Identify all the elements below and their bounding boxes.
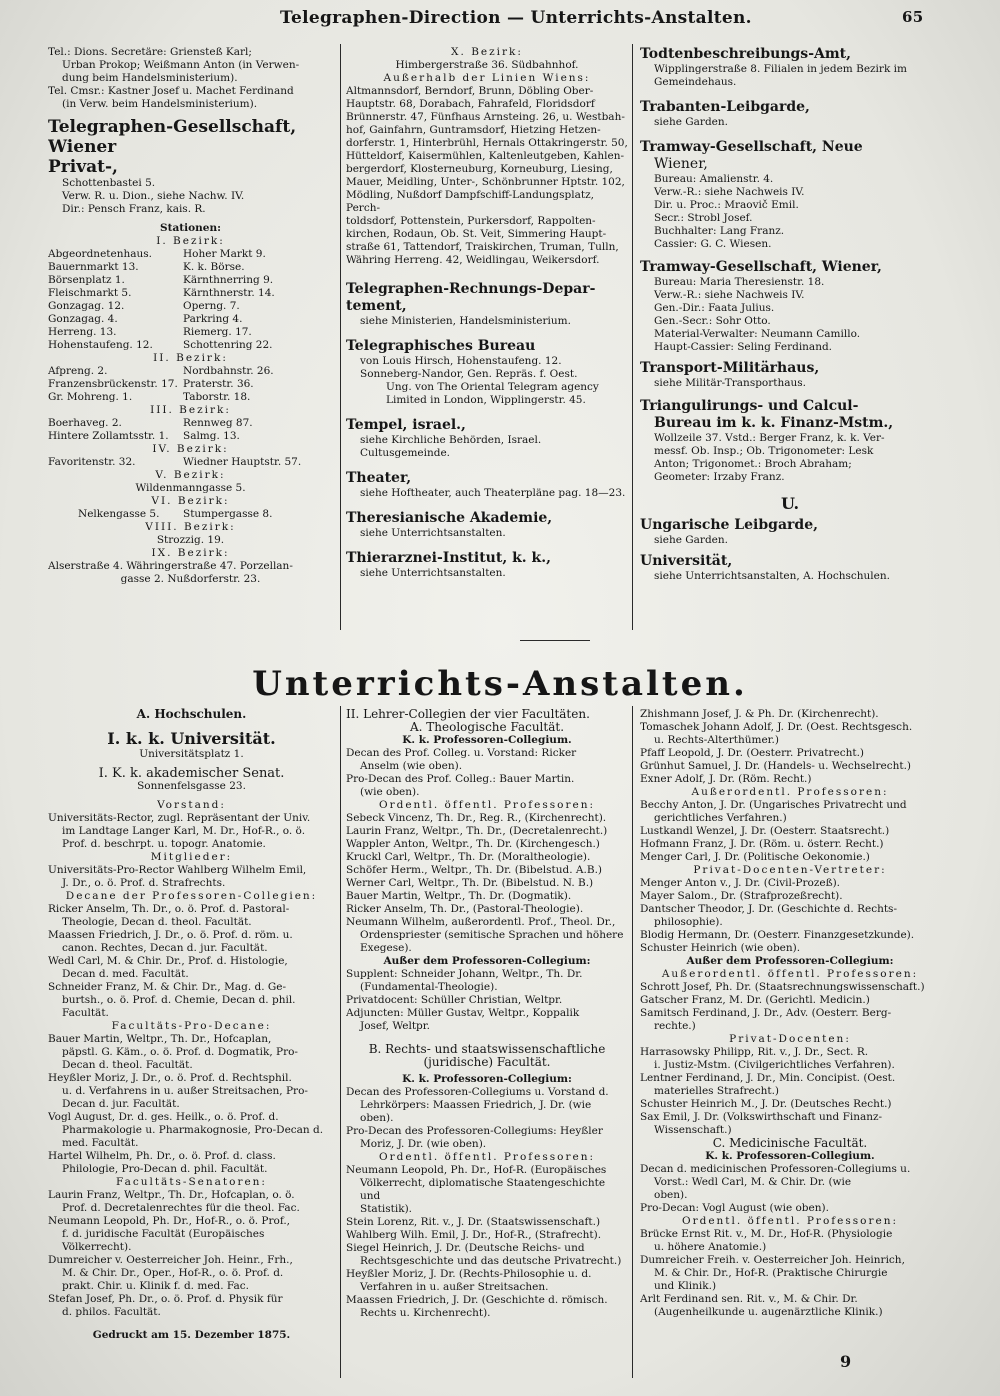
text-line: kirchen, Rodaun, Ob. St. Veit, Simmering Haupt-	[346, 228, 607, 240]
text-line: Hauptstr. 68, Dorabach, Fahrafeld, Floridsdorf	[346, 98, 595, 110]
text-line: Werner Carl, Weltpr., Th. Dr. (Bibelstud. N. B.)	[346, 877, 594, 889]
entry-heading: Trabanten-Leibgarde,	[640, 99, 810, 115]
section-title: Unterrichts-Anstalten.	[252, 664, 748, 704]
text-line: dung beim Handelsministerium).	[62, 72, 238, 84]
text-line: Ung. von The Oriental Telegram agency	[386, 381, 599, 393]
text-line: u. d. Verfahrens in u. außer Streitsachen, Pro-	[62, 1085, 308, 1097]
station: Abgeordnetenhaus.	[48, 248, 152, 260]
text-line: Siegel Heinrich, J. Dr. (Deutsche Reichs- und	[346, 1242, 585, 1254]
text-line: Schneider Franz, M. & Chir. Dr., Mag. d. Ge-	[48, 981, 287, 993]
group-label: Außer dem Professoren-Collegium:	[686, 955, 894, 967]
text-line: Philologie, Pro-Decan d. phil. Facultät.	[62, 1163, 268, 1175]
entry-heading: Privat-,	[48, 157, 118, 177]
text-line: Gemeindehaus.	[654, 76, 737, 88]
letter-heading: U.	[780, 494, 800, 513]
text-line: Pfaff Leopold, J. Dr. (Oesterr. Privatrecht.)	[640, 747, 865, 759]
text-line: Verw.-R.: siehe Nachweis IV.	[654, 289, 805, 301]
text-line: Universitäts-Rector, zugl. Repräsentant der Univ.	[48, 812, 311, 824]
text-line: rechte.)	[654, 1020, 696, 1032]
text-line: Mauer, Meidling, Unter-, Schönbrunner Hptstr. 102,	[346, 176, 625, 188]
text-line: Wissenschaft.)	[654, 1124, 732, 1136]
station: Nordbahnstr. 26.	[183, 365, 274, 377]
group-label: Außerordentl. Professoren:	[691, 786, 889, 798]
district-label: X. Bezirk:	[451, 46, 523, 58]
group-label: Privat-Docenten:	[729, 1033, 851, 1045]
text-line: Lustkandl Wenzel, J. Dr. (Oesterr. Staatsrecht.)	[640, 825, 890, 837]
text-line: Decan d. jur. Facultät.	[62, 1098, 180, 1110]
text-line: Prof. d. beschrpt. u. topogr. Anatomie.	[62, 838, 266, 850]
text-line: Kruckl Carl, Weltpr., Th. Dr. (Moraltheologie).	[346, 851, 591, 863]
district-label: IX. Bezirk:	[151, 547, 230, 559]
text-line: Laurin Franz, Weltpr., Th. Dr., Hofcaplan, o. ö.	[48, 1189, 295, 1201]
entry-heading: Theresianische Akademie,	[346, 510, 553, 526]
column-middle-bottom	[346, 708, 628, 1378]
text-line: Urban Prokop; Weißmann Anton (in Verwen-	[62, 59, 300, 71]
text-line: Hütteldorf, Kaisermühlen, Kaltenleutgeben, Kahlen-	[346, 150, 625, 162]
group-label: K. k. Professoren-Collegium.	[705, 1150, 875, 1162]
text-line: Exegese).	[360, 942, 412, 954]
group-label: Ordentl. öffentl. Professoren:	[681, 1215, 899, 1227]
text-line: Pharmakologie u. Pharmakognosie, Pro-Decan d.	[62, 1124, 324, 1136]
text-line: Gen.-Dir.: Faata Julius.	[654, 302, 775, 314]
station: Operng. 7.	[183, 300, 240, 312]
station: Rennweg 87.	[183, 417, 253, 429]
section-label: Stationen:	[160, 222, 221, 234]
entry-heading: Transport-Militärhaus,	[640, 360, 820, 376]
text-line: siehe Unterrichtsanstalten.	[360, 527, 506, 539]
text-line: Wollzeile 37. Vstd.: Berger Franz, k. k. Ver-	[654, 432, 885, 444]
column-rule	[340, 44, 341, 630]
text-line: med. Facultät.	[62, 1137, 139, 1149]
text-line: Rechts u. Kirchenrecht).	[360, 1307, 491, 1319]
subsection-heading: I. K. k. akademischer Senat.	[98, 766, 285, 781]
station: Boerhaveg. 2.	[48, 417, 122, 429]
entry-heading: Triangulirungs- und Calcul-	[640, 398, 859, 414]
text-line: Brücke Ernst Rit. v., M. Dr., Hof-R. (Physiologie	[640, 1228, 893, 1240]
district-label: Außerhalb der Linien Wiens:	[383, 72, 591, 84]
text-line: straße 61, Tattendorf, Traiskirchen, Truman, Tulln,	[346, 241, 619, 253]
text-line: Statistik).	[360, 1203, 413, 1215]
text-line: u. höhere Anatomie.)	[654, 1241, 767, 1253]
text-line: bergerdorf, Klosterneuburg, Korneuburg, Liesing,	[346, 163, 613, 175]
text-line: Bauer Martin, Weltpr., Th. Dr. (Dogmatik).	[346, 890, 572, 902]
subsection-heading: A. Theologische Facultät.	[409, 720, 565, 734]
station: gasse 2. Nußdorferstr. 23.	[120, 573, 261, 585]
station: Gonzagag. 4.	[48, 313, 118, 325]
district-label: IV. Bezirk:	[152, 443, 229, 455]
text-line: Mödling, Nußdorf Dampfschiff-Landungsplatz, Perch-	[346, 189, 594, 214]
entry-heading: Tramway-Gesellschaft, Wiener,	[640, 259, 882, 275]
station: Salmg. 13.	[183, 430, 240, 442]
text-line: Wedl Carl, M. & Chir. Dr., Prof. d. Histologie,	[48, 955, 288, 967]
text-line: Material-Verwalter: Neumann Camillo.	[654, 328, 861, 340]
station: Hohenstaufeng. 12.	[48, 339, 153, 351]
text-line: Bureau: Amalienstr. 4.	[654, 173, 774, 185]
text-line: Maassen Friedrich, J. Dr., o. ö. Prof. d. röm. u.	[48, 929, 293, 941]
text-line: und Klinik.)	[654, 1280, 717, 1292]
text-line: Verw.-R.: siehe Nachweis IV.	[654, 186, 805, 198]
group-label: Vorstand:	[157, 799, 226, 811]
entry-heading: Universität,	[640, 553, 733, 569]
text-line: messf. Ob. Insp.; Ob. Trigonometer: Lesk	[654, 445, 874, 457]
entry-heading: Bureau im k. k. Finanz-Mstm.,	[654, 415, 894, 431]
group-label: Ordentl. öffentl. Professoren:	[378, 799, 596, 811]
station: Hintere Zollamtsstr. 1.	[48, 430, 169, 442]
text-line: Adjuncten: Müller Gustav, Weltpr., Koppalik	[346, 1007, 580, 1019]
group-label: Privat-Docenten-Vertreter:	[693, 864, 887, 876]
station: K. k. Börse.	[183, 261, 245, 273]
text-line: Moriz, J. Dr. (wie oben).	[360, 1138, 487, 1150]
text-line: (Fundamental-Theologie).	[360, 981, 498, 993]
text-line: Laurin Franz, Weltpr., Th. Dr., (Decretalenrecht.)	[346, 825, 608, 837]
district-label: I. Bezirk:	[156, 235, 225, 247]
text-line: Brünnerstr. 47, Fünfhaus Arnsteing. 26, u. Westbah-	[346, 111, 625, 123]
station: Wildenmanngasse 5.	[135, 482, 246, 494]
subsection-heading: II. Lehrer-Collegien der vier Facultäten.	[346, 708, 590, 721]
text-line: i. Justiz-Mstm. (Civilgerichtliches Verfahren).	[654, 1059, 895, 1071]
text-line: Schuster Heinrich (wie oben).	[640, 942, 801, 954]
text-line: d. philos. Facultät.	[62, 1306, 161, 1318]
text-line: siehe Militär-Transporthaus.	[654, 377, 806, 389]
text-line: Decan des Prof. Colleg. u. Vorstand: Ricker	[346, 747, 577, 759]
text-line: Blodig Hermann, Dr. (Oesterr. Finanzgesetzkunde).	[640, 929, 915, 941]
text-line: Exner Adolf, J. Dr. (Röm. Recht.)	[640, 773, 812, 785]
text-line: hof, Gainfahrn, Guntramsdorf, Hietzing Hetzen-	[346, 124, 601, 136]
station: Wiedner Hauptstr. 57.	[183, 456, 302, 468]
text-line: oben).	[360, 1112, 394, 1124]
column-middle-top	[346, 46, 628, 631]
text-line: Cassier: G. C. Wiesen.	[654, 238, 772, 250]
text-line: Pro-Decan: Vogl August (wie oben).	[640, 1202, 829, 1214]
column-right-bottom	[640, 708, 940, 1378]
group-label: K. k. Professoren-Collegium.	[402, 734, 572, 746]
text-line: Rechtsgeschichte und das deutsche Privatrecht.)	[360, 1255, 622, 1267]
text-line: Tel. Cmsr.: Kastner Josef u. Machet Ferdinand	[48, 85, 294, 97]
column-right-top	[640, 46, 940, 631]
subsection-heading: A. Hochschulen.	[136, 708, 247, 721]
text-line: Secr.: Strobl Josef.	[654, 212, 753, 224]
page-number: 65	[902, 8, 924, 26]
text-line: Zhishmann Josef, J. & Ph. Dr. (Kirchenrecht).	[640, 708, 879, 720]
text-line: Decan d. med. Facultät.	[62, 968, 189, 980]
text-line: Decan d. theol. Facultät.	[62, 1059, 193, 1071]
text-line: siehe Garden.	[654, 534, 728, 546]
subsection-heading: C. Medicinische Facultät.	[712, 1136, 868, 1150]
subsection-heading: (juridische) Facultät.	[423, 1055, 551, 1069]
district-label: II. Bezirk:	[153, 352, 228, 364]
station: Fleischmarkt 5.	[48, 287, 132, 299]
column-rule	[340, 706, 341, 1378]
station: Favoritenstr. 32.	[48, 456, 136, 468]
text-line: Ricker Anselm, Th. Dr., o. ö. Prof. d. Pastoral-	[48, 903, 290, 915]
text-line: Sonnenfelsgasse 23.	[137, 780, 246, 792]
text-line: Haupt-Cassier: Seling Ferdinand.	[654, 341, 833, 353]
station: Strozzig. 19.	[156, 534, 225, 546]
entry-heading: Tempel, israel.,	[346, 417, 466, 433]
entry-heading: Theater,	[346, 470, 412, 486]
text-line: Heyßler Moriz, J. Dr. (Rechts-Philosophie u. d.	[346, 1268, 592, 1280]
subsection-heading: I. k. k. Universität.	[107, 729, 276, 748]
text-line: Neumann Leopold, Ph. Dr., Hof-R. (Europäisches	[346, 1164, 607, 1176]
text-line: päpstl. G. Käm., o. ö. Prof. d. Dogmatik, Pro-	[62, 1046, 298, 1058]
text-line: Neumann Wilhelm, außerordentl. Prof., Theol. Dr.,	[346, 916, 616, 928]
signature-mark: 9	[840, 1352, 852, 1371]
station: Bauernmarkt 13.	[48, 261, 139, 273]
text-line: Universitätsplatz 1.	[139, 748, 244, 760]
text-line: Dir. u. Proc.: Mraovič Emil.	[654, 199, 799, 211]
text-line: Bauer Martin, Weltpr., Th. Dr., Hofcaplan,	[48, 1033, 272, 1045]
group-label: Facultäts-Pro-Decane:	[111, 1020, 272, 1032]
group-label: Mitglieder:	[150, 851, 233, 863]
group-label: Facultäts-Senatoren:	[116, 1176, 267, 1188]
text-line: Dumreicher v. Oesterreicher Joh. Heinr., Frh.,	[48, 1254, 293, 1266]
text-line: Universitäts-Pro-Rector Wahlberg Wilhelm Emil,	[48, 864, 307, 876]
text-line: Stefan Josef, Ph. Dr., o. ö. Prof. d. Physik für	[48, 1293, 283, 1305]
station: Herreng. 13.	[48, 326, 117, 338]
text-line: oben).	[654, 1189, 688, 1201]
station: Afpreng. 2.	[48, 365, 108, 377]
text-line: Verfahren in u. außer Streitsachen.	[360, 1281, 549, 1293]
text-line: Buchhalter: Lang Franz.	[654, 225, 785, 237]
text-line: Anselm (wie oben).	[360, 760, 463, 772]
text-line: Menger Carl, J. Dr. (Politische Oekonomie.)	[640, 851, 870, 863]
text-line: siehe Unterrichtsanstalten, A. Hochschulen.	[654, 570, 890, 582]
print-date: Gedruckt am 15. Dezember 1875.	[92, 1329, 291, 1341]
text-line: Limited in London, Wipplingerstr. 45.	[386, 394, 586, 406]
text-line: Altmannsdorf, Berndorf, Brunn, Döbling Ober-	[346, 85, 594, 97]
column-left-bottom	[48, 708, 335, 1378]
text-line: philosophie).	[654, 916, 723, 928]
entry-heading: Thierarznei-Institut, k. k.,	[346, 550, 551, 566]
text-line: Heyßler Moriz, J. Dr., o. ö. Prof. d. Rechtsphil.	[48, 1072, 292, 1084]
text-line: Ricker Anselm, Th. Dr., (Pastoral-Theologie).	[346, 903, 584, 915]
station: Riemerg. 17.	[183, 326, 252, 338]
text-line: im Landtage Langer Karl, M. Dr., Hof-R., o. ö.	[62, 825, 306, 837]
entry-heading: Wiener,	[654, 156, 708, 172]
text-line: Völkerrecht, diplomatische Staatengeschichte und	[360, 1177, 606, 1202]
text-line: Tomaschek Johann Adolf, J. Dr. (Oest. Rechtsgesch.	[640, 721, 913, 733]
station: Alserstraße 4. Währingerstraße 47. Porzellan-	[48, 560, 293, 572]
text-line: siehe Hoftheater, auch Theaterpläne pag. 18—23.	[360, 487, 626, 499]
text-line: siehe Ministerien, Handelsministerium.	[360, 315, 571, 327]
group-label: Ordentl. öffentl. Professoren:	[378, 1151, 596, 1163]
group-label: K. k. Professoren-Collegium:	[402, 1073, 572, 1085]
text-line: Pro-Decan des Professoren-Collegiums: Heyßler	[346, 1125, 603, 1137]
text-line: siehe Kirchliche Behörden, Israel. Cultusgemeinde.	[360, 434, 542, 459]
text-line: Wipplingerstraße 8. Filialen in jedem Bezirk im	[654, 63, 907, 75]
station: Gonzagag. 12.	[48, 300, 125, 312]
text-line: dorferstr. 1, Hinterbrühl, Hernals Ottakringerstr. 50,	[346, 137, 628, 149]
text-line: Becchy Anton, J. Dr. (Ungarisches Privatrecht und	[640, 799, 907, 811]
station: Schottenring 22.	[183, 339, 273, 351]
text-line: Bureau: Maria Theresienstr. 18.	[654, 276, 825, 288]
station: Börsenplatz 1.	[48, 274, 125, 286]
text-line: Lehrkörpers: Maassen Friedrich, J. Dr. (wie	[360, 1099, 592, 1111]
text-line: Gen.-Secr.: Sohr Otto.	[654, 315, 771, 327]
text-line: Währing Herreng. 42, Weidlingau, Weikersdorf.	[346, 254, 600, 266]
text-line: Hofmann Franz, J. Dr. (Röm. u. österr. Recht.)	[640, 838, 884, 850]
station: Nelkengasse 5.	[78, 508, 160, 520]
text-line: Dir.: Pensch Franz, kais. R.	[62, 203, 206, 215]
text-line: Stein Lorenz, Rit. v., J. Dr. (Staatswissenschaft.)	[346, 1216, 601, 1228]
text-line: von Louis Hirsch, Hohenstaufeng. 12.	[360, 355, 562, 367]
text-line: Menger Anton v., J. Dr. (Civil-Prozeß).	[640, 877, 841, 889]
group-label: Außer dem Professoren-Collegium:	[383, 955, 591, 967]
text-line: Wappler Anton, Weltpr., Th. Dr. (Kirchengesch.)	[346, 838, 600, 850]
text-line: Theologie, Decan d. theol. Facultät.	[62, 916, 252, 928]
entry-heading: tement,	[346, 298, 407, 314]
text-line: Sonneberg-Nandor, Gen. Repräs. f. Oest.	[360, 368, 578, 380]
text-line: (Augenheilkunde u. augenärztliche Klinik.)	[654, 1306, 883, 1318]
station: Praterstr. 36.	[183, 378, 254, 390]
text-line: Prof. d. Decretalenrechtes für die theol. Fac.	[62, 1202, 300, 1214]
text-line: Vogl August, Dr. d. ges. Heilk., o. ö. Prof. d.	[48, 1111, 279, 1123]
text-line: Samitsch Ferdinand, J. Dr., Adv. (Oesterr. Berg-	[640, 1007, 892, 1019]
text-line: Pro-Decan des Prof. Colleg.: Bauer Martin.	[346, 773, 575, 785]
station: Parkring 4.	[183, 313, 243, 325]
text-line: Lentner Ferdinand, J. Dr., Min. Concipist. (Oest.	[640, 1072, 896, 1084]
text-line: Decan des Professoren-Collegiums u. Vorstand d.	[346, 1086, 609, 1098]
text-line: Schottenbastei 5.	[62, 177, 156, 189]
subsection-heading: B. Rechts- und staatswissenschaftliche	[368, 1042, 606, 1056]
text-line: canon. Rechtes, Decan d. jur. Facultät.	[62, 942, 268, 954]
text-line: Anton; Trigonomet.: Broch Abraham;	[654, 458, 852, 470]
entry-heading: Telegraphen-Rechnungs-Depar-	[346, 281, 596, 297]
text-line: Schuster Heinrich M., J. Dr. (Deutsches Recht.)	[640, 1098, 892, 1110]
entry-heading: Telegraphisches Bureau	[346, 338, 536, 354]
text-line: Mayer Salom., Dr. (Strafprozeßrecht).	[640, 890, 843, 902]
text-line: Privatdocent: Schüller Christian, Weltpr.	[346, 994, 563, 1006]
text-line: Tel.: Dions. Secretäre: Griensteß Karl;	[48, 46, 252, 58]
text-line: Vorst.: Wedl Carl, M. & Chir. Dr. (wie	[654, 1176, 852, 1188]
running-title: Telegraphen-Direction — Unterrichts-Anstalten.	[280, 8, 752, 28]
text-line: Gatscher Franz, M. Dr. (Gerichtl. Medicin.)	[640, 994, 870, 1006]
column-rule	[632, 706, 633, 1378]
text-line: siehe Garden.	[654, 116, 728, 128]
text-line: M. & Chir. Dr., Oper., Hof-R., o. ö. Prof. d.	[62, 1267, 284, 1279]
text-line: M. & Chir. Dr., Hof-R. (Praktische Chirurgie	[654, 1267, 888, 1279]
separator-rule	[520, 640, 590, 641]
district-label: III. Bezirk:	[150, 404, 231, 416]
text-line: (in Verw. beim Handelsministerium).	[62, 98, 258, 110]
station: Taborstr. 18.	[183, 391, 251, 403]
text-line: Sebeck Vincenz, Th. Dr., Reg. R., (Kirchenrecht).	[346, 812, 607, 824]
text-line: Sax Emil, J. Dr. (Volkswirthschaft und Finanz-	[640, 1111, 883, 1123]
text-line: materielles Strafrecht.)	[654, 1085, 780, 1097]
entry-heading: Tramway-Gesellschaft, Neue	[640, 139, 863, 155]
text-line: Grünhut Samuel, J. Dr. (Handels- u. Wechselrecht.)	[640, 760, 912, 772]
text-line: Maassen Friedrich, J. Dr. (Geschichte d. römisch.	[346, 1294, 608, 1306]
district-label: VIII. Bezirk:	[145, 521, 236, 533]
text-line: Dumreicher Freih. v. Oesterreicher Joh. Heinrich,	[640, 1254, 905, 1266]
entry-heading: Ungarische Leibgarde,	[640, 517, 818, 533]
station: Kärnthnerring 9.	[183, 274, 274, 286]
text-line: Wahlberg Wilh. Emil, J. Dr., Hof-R., (Strafrecht).	[346, 1229, 602, 1241]
text-line: Supplent: Schneider Johann, Weltpr., Th. Dr.	[346, 968, 583, 980]
text-line: Decan d. medicinischen Professoren-Collegiums u.	[640, 1163, 911, 1175]
text-line: toldsdorf, Pottenstein, Purkersdorf, Rappolten-	[346, 215, 596, 227]
station: Hoher Markt 9.	[183, 248, 266, 260]
station: Stumpergasse 8.	[183, 508, 273, 520]
text-line: Harrasowsky Philipp, Rit. v., J. Dr., Sect. R.	[640, 1046, 869, 1058]
entry-heading: Todtenbeschreibungs-Amt,	[640, 46, 852, 62]
station: Himbergerstraße 36. Südbahnhof.	[395, 59, 579, 71]
column-rule	[632, 44, 633, 630]
text-line: Ordenspriester (semitische Sprachen und höhere	[360, 929, 624, 941]
text-line: Hartel Wilhelm, Ph. Dr., o. ö. Prof. d. class.	[48, 1150, 276, 1162]
text-line: siehe Unterrichtsanstalten.	[360, 567, 506, 579]
text-line: Josef, Weltpr.	[360, 1020, 430, 1032]
column-left-top	[48, 46, 333, 631]
text-line: Schöfer Herm., Weltpr., Th. Dr. (Bibelstud. A.B.)	[346, 864, 603, 876]
text-line: Schrott Josef, Ph. Dr. (Staatsrechnungswissenschaft.)	[640, 981, 925, 993]
text-line: u. Rechts-Alterthümer.)	[654, 734, 779, 746]
station: Franzensbrückenstr. 17.	[48, 378, 178, 390]
entry-heading: Telegraphen-Gesellschaft, Wiener	[48, 117, 297, 157]
text-line: Verw. R. u. Dion., siehe Nachw. IV.	[62, 190, 245, 202]
district-label: V. Bezirk:	[155, 469, 226, 481]
text-line: Geometer: Irzaby Franz.	[654, 471, 785, 483]
text-line: f. d. juridische Facultät (Europäisches Völkerrecht).	[62, 1228, 265, 1253]
text-line: Facultät.	[62, 1007, 109, 1019]
group-label: Außerordentl. öffentl. Professoren:	[661, 968, 919, 980]
text-line: prakt. Chir. u. Klinik f. d. med. Fac.	[62, 1280, 249, 1292]
text-line: burtsh., o. ö. Prof. d. Chemie, Decan d. phil.	[62, 994, 296, 1006]
text-line: Arlt Ferdinand sen. Rit. v., M. & Chir. Dr.	[640, 1293, 858, 1305]
text-line: gerichtliches Verfahren.)	[654, 812, 787, 824]
text-line: Neumann Leopold, Ph. Dr., Hof-R., o. ö. Prof.,	[48, 1215, 291, 1227]
station: Kärnthnerstr. 14.	[183, 287, 275, 299]
text-line: J. Dr., o. ö. Prof. d. Strafrechts.	[62, 877, 226, 889]
station: Gr. Mohreng. 1.	[48, 391, 133, 403]
group-label: Decane der Professoren-Collegien:	[65, 890, 318, 902]
text-line: Dantscher Theodor, J. Dr. (Geschichte d. Rechts-	[640, 903, 897, 915]
telegraph-direction-staff	[48, 46, 333, 111]
text-line: (wie oben).	[360, 786, 420, 798]
district-label: VI. Bezirk:	[151, 495, 230, 507]
